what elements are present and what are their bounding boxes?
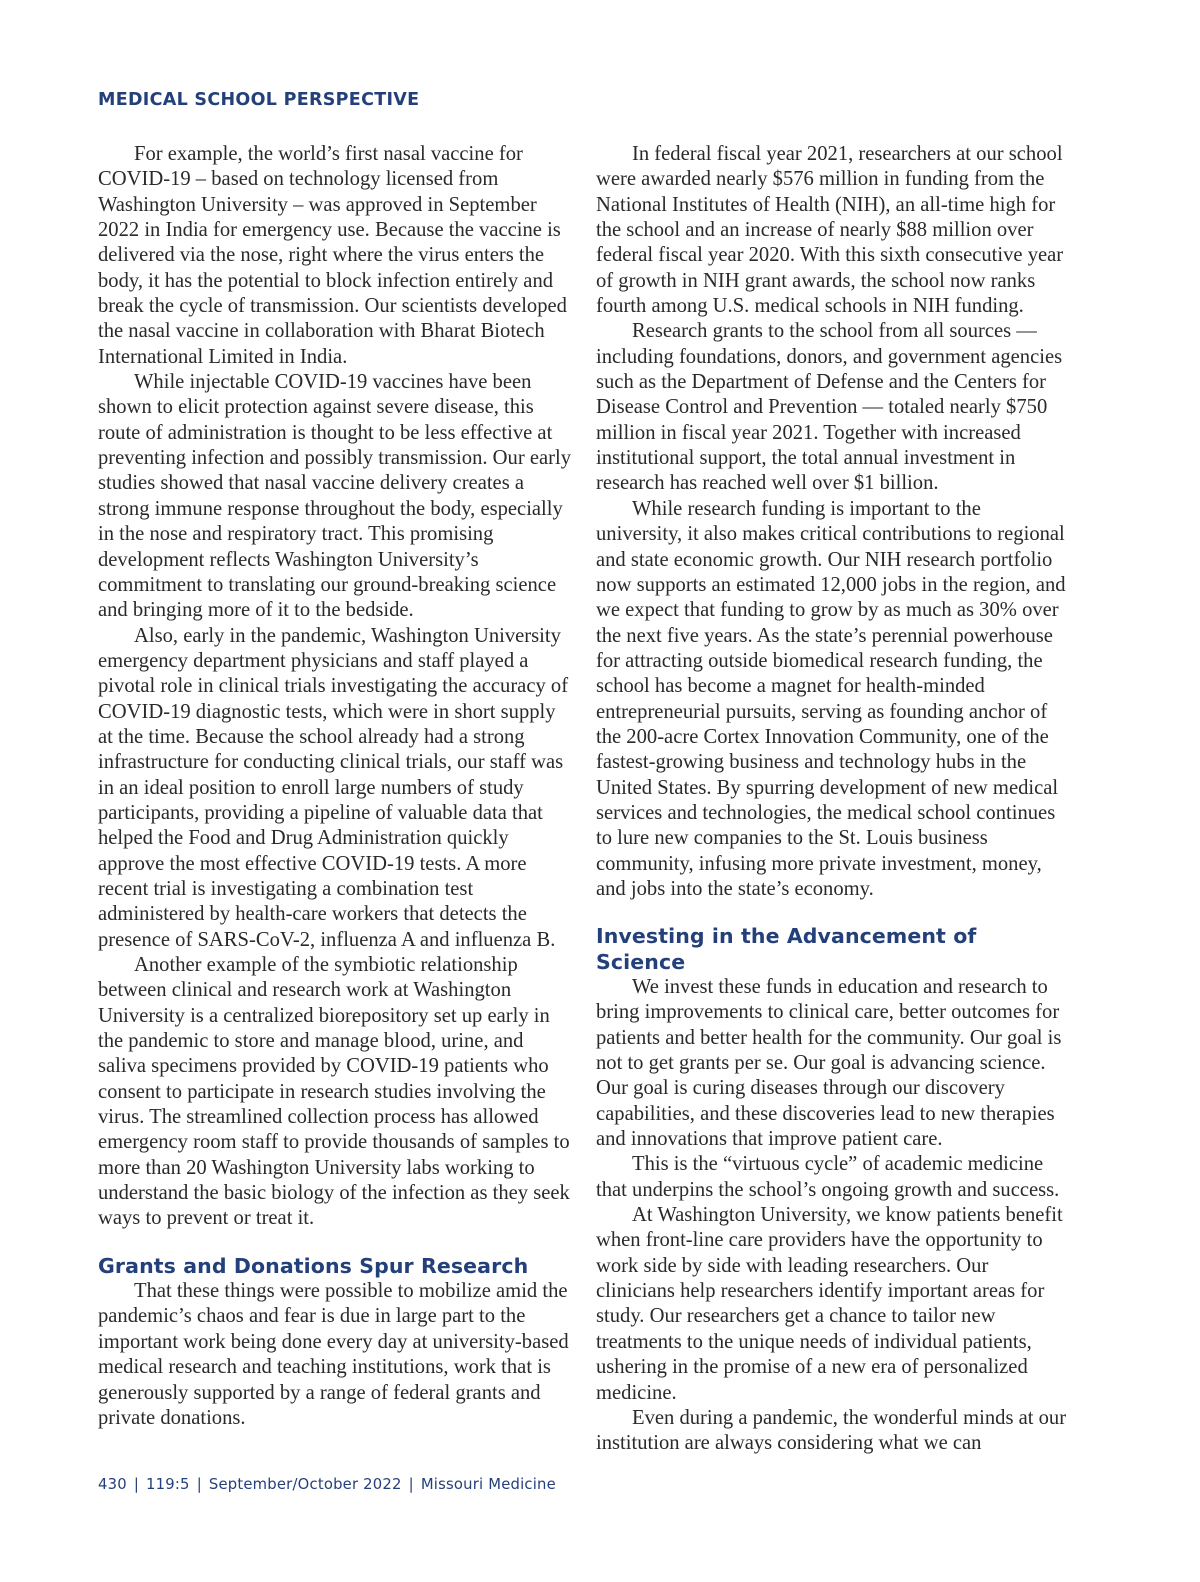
body-paragraph: This is the “virtuous cycle” of academic medicine that underpins the school’s ongoing growth and success. [596,1153,1060,1201]
issue-date: September/October 2022 [208,1476,402,1493]
right-column [596,142,1072,1457]
left-column [98,142,572,1431]
body-paragraph: In federal fiscal year 2021, researchers at our school were awarded nearly $576 million in funding from the National Institutes of Health (NIH), an all-time high for the school and an increase of nearly $88 million over federal fiscal year 2020. With this sixth consecutive year of growth in NIH grant awards, the school now ranks fourth among U.S. medical schools in NIH funding. [596,143,1064,318]
page-footer [98,1476,556,1493]
volume-issue: 119:5 [146,1476,190,1493]
footer-separator: | [133,1476,140,1493]
section-label: MEDICAL SCHOOL PERSPECTIVE [98,90,420,110]
body-paragraph: While research funding is important to the university, it also makes critical contributions to regional and state economic growth. Our NIH research portfolio now supports an estimated 12,000 jobs in the region, and we expect that funding to grow by as much as 30% over the next five years. As the state’s perennial powerhouse for attracting outside biomedical research funding, the school has become a magnet for health-minded entrepreneurial pursuits, serving as founding anchor of the 200-acre Cortex Innovation Community, one of the fastest-growing business and technology hubs in the United States. By spurring development of new medical services and technologies, the medical school continues to lure new companies to the St. Louis business community, infusing more private investment, money, and jobs into the state’s economy. [596,497,1066,900]
body-paragraph: Research grants to the school from all sources — including foundations, donors, and government agencies such as the Department of Defense and the Centers for Disease Control and Prevention — totaled nearly $750 million in fiscal year 2021. Together with increased institutional support, the total annual investment in research has reached well over $1 billion. [596,320,1063,495]
body-paragraph: While injectable COVID-19 vaccines have been shown to elicit protection against severe disease, this route of administration is thought to be less effective at preventing infection and possibly transmission. Our early studies showed that nasal vaccine delivery creates a strong immune response throughout the body, especially in the nose and respiratory tract. This promising development reflects Washington University’s commitment to translating our ground-breaking science and bringing more of it to the bedside. [98,371,571,622]
footer-separator: | [408,1476,414,1493]
journal-name: Missouri Medicine [420,1476,556,1493]
body-paragraph: Also, early in the pandemic, Washington University emergency department physicians and staff played a pivotal role in clinical trials investigating the accuracy of COVID-19 diagnostic tests, which were in short supply at the time. Because the school already had a strong infrastructure for conducting clinical trials, our staff was in an ideal position to enroll large numbers of study participants, providing a pipeline of valuable data that helped the Food and Drug Administration quickly approve the most effective COVID-19 tests. A more recent trial is investigating a combination test administered by health-care workers that detects the presence of SARS-CoV-2, influenza A and influenza B. [98,624,569,951]
body-paragraph: For example, the world’s first nasal vaccine for COVID-19 – based on technology licensed from Washington University – was approved in September 2022 in India for emergency use. Because the vaccine is delivered via the nose, right where the virus enters the body, it has the potential to block infection entirely and break the cycle of transmission. Our scientists developed the nasal vaccine in collaboration with Bharat Biotech International Limited in India. [98,143,567,368]
body-paragraph: At Washington University, we know patients benefit when front-line care providers have the opportunity to work side by side with leading researchers. Our clinicians help researchers identify important areas for study. Our researchers get a chance to tailor new treatments to the unique needs of individual patients, ushering in the promise of a new era of personalized medicine. [596,1204,1063,1404]
body-paragraph: Another example of the symbiotic relationship between clinical and research work at Washington University is a centralized biorepository set up early in the pandemic to store and manage blood, urine, and saliva specimens provided by COVID-19 patients who consent to participate in research studies involving the virus. The streamlined collection process has allowed emergency room staff to provide thousands of samples to more than 20 Washington University labs working to understand the basic biology of the infection as they seek ways to prevent or treat it. [98,954,570,1230]
body-paragraph: We invest these funds in education and research to bring improvements to clinical care, better outcomes for patients and better health for the community. Our goal is not to get grants per se. Our goal is advancing science. Our goal is curing diseases through our discovery capabilities, and these discoveries lead to new therapies and innovations that improve patient care. [596,976,1062,1151]
section-heading-grants: Grants and Donations Spur Research [98,1253,529,1278]
body-paragraph: Even during a pandemic, the wonderful minds at our institution are always considering what we can [596,1406,1067,1455]
section-heading-investing: Investing in the Advancement of Science [596,924,977,974]
footer-separator: | [196,1476,202,1493]
page-number: 430 [98,1476,127,1493]
body-paragraph: That these things were possible to mobilize amid the pandemic’s chaos and fear is due in large part to the important work being done every day at university-based medical research and teaching institutions, work that is generously supported by a range of federal grants and private donations. [98,1280,569,1429]
